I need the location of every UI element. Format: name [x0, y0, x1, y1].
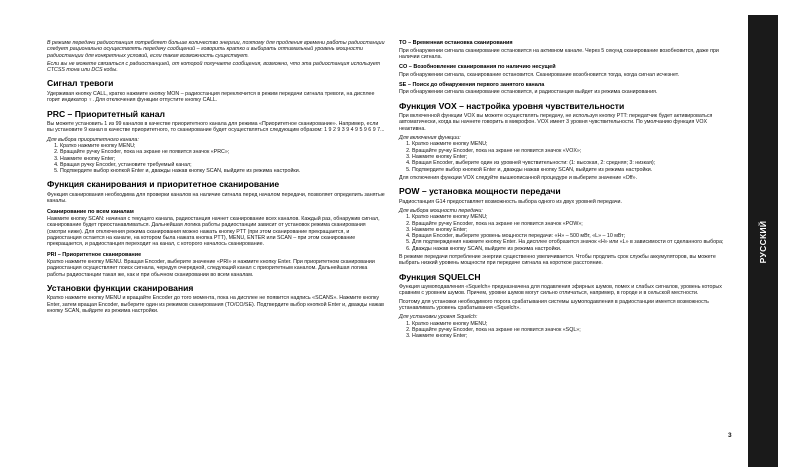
prc-text: Вы можете установить 1 из 99 каналов в качестве приоритетного канала для режима «Приоритетное сканирование». Например, если вы установите 9 канал в качестве приоритетного, то сканирование будет осуществляться следующим образом: 1 9 2 9 3 9 4 9 5 9 6 9 7...	[47, 121, 385, 134]
list-item: 3. Нажмите кнопку Enter;	[412, 333, 733, 339]
alarm-text: Удерживая кнопку CALL, кратко нажмите кнопку MON – радиостанция переключится в режим передачи сигнала тревоги, на дисплее горит индикатор ♀. Для отключения функции отпустите кнопку CALL.	[47, 90, 375, 104]
scan-pri-text: Кратко нажмите кнопку MENU. Вращая Encoder, выберите значение «PRI» и нажмите кнопку Enter. При приоритетном сканировании радиостанция осуществляет поиск сигнала, чередуя очередной, следующий канал с приоритетным каналом. Дальнейшая логика работы радиостанции такая же, как и при обычном сканировании во всем каналам.	[47, 259, 375, 278]
prc-steps	[47, 143, 385, 174]
list-item: 3. Нажмите кнопку Enter;	[412, 154, 733, 160]
scan-settings-text: Кратко нажмите кнопку MENU и вращайте Encoder до того момента, пока на дисплее не появится надпись «SCANS». Нажмите кнопку Enter, затем вращая Encoder, выберите один из режимов сканирования (TO/CO/SE). Подтвердите выбор кнопкой Enter и, дважды нажав кнопку SCAN, выйдите из режима настройки.	[47, 295, 384, 315]
pow-heading: POW – установка мощности передачи	[399, 186, 561, 197]
list-item: 5. Для подтверждения нажмите кнопку Enter. На дисплее отобразится значок «H» или «L» в зависимости от сделанного выбора;	[412, 239, 733, 245]
scan-text: Функция сканирования необходима для проверки каналов на наличие сигнала перед началом передачи, позволяет определить занятые каналы.	[47, 191, 385, 205]
list-item: 1. Кратко нажмите кнопку MENU;	[412, 321, 733, 327]
pow-subheading: Для выбора мощности передачи:	[399, 207, 483, 214]
pow-after-text: В режиме передачи потребление энергии существенно увеличивается. Чтобы продлить срок службы аккумуляторов, вы можете выбрать низкий уровень мощности при передаче сигнала на короткое расстояние.	[399, 254, 716, 267]
squelch-subheading: Для установки уровня Squelch:	[399, 314, 478, 321]
list-item: 4. Вращая Encoder, выберите уровень мощности передачи: «H» – 500 мВт, «L» – 10 мВт;	[412, 233, 733, 239]
to-heading: TO – Временная остановка сканирования	[399, 40, 513, 46]
squelch-text: Функция шумоподавления «Squelch» предназначена для подавления эфирных шумов, помех и слабых сигналов, уровень которых сравним с уровнем шумов. Причем, уровни шумов могут сильно отличаться, например, в городе и в сельской местности.	[399, 284, 722, 297]
squelch-text-2: Поэтому для установки необходимого порога срабатывания системы шумоподавления в радиостанции имеется возможность устанавливать уровень срабатывания «Squelch».	[399, 298, 709, 312]
language-tab-label: РУССКИЙ	[758, 220, 768, 264]
pow-steps	[399, 214, 733, 252]
list-item: 2. Вращайте ручку Encoder, пока на экране не появится значок «POW»;	[412, 221, 733, 227]
page-number: 3	[728, 432, 732, 439]
list-item: 2. Вращайте ручку Encoder, пока на экране не появится значок «PRC»;	[60, 149, 385, 155]
vox-subheading: Для включения функции:	[399, 135, 461, 142]
scan-settings-heading: Установки функции сканирования	[47, 282, 194, 293]
left-column	[47, 40, 385, 316]
scan-all-text: Нажмите кнопку SCAN: начиная с текущего канала, радиостанция начнет сканирование всех каналов. Каждый раз, обнаружив сигнал, сканирование будет приостанавливаться. Дальнейшая логика работы радиостанции зависит от установок режима сканирования (смотри ниже). Для отключения режима сканирования можно нажать кнопку PTT (при этом сканирование прекращается, и радиостанция остается на канале, на котором была нажата кнопка PTT), MENU, ENTER или SCAN – при этом сканирование прекращается, и радиостанция переходит на канал, с которого началось сканирование.	[47, 216, 380, 248]
right-column	[399, 40, 733, 342]
alarm-heading: Сигнал тревоги	[47, 78, 114, 89]
prc-heading: PRC – Приоритетный канал	[47, 108, 165, 119]
vox-after-text: Для отключения функции VOX следуйте вышеописанной процедуре и выберите значение «Off».	[399, 174, 638, 181]
list-item: 6. Дважды нажав кнопку SCAN, выйдите из режима настройки.	[412, 246, 733, 252]
list-item: 1. Кратко нажмите кнопку MENU;	[412, 214, 733, 220]
vox-text: При включенной функции VOX вы можете осуществлять передачу, не используя кнопку PTT: передатчик будет активироваться автоматически, когда вы начнете говорить в микрофон. VOX имеет 3 уровня чувствительности. По умолчанию функция VOX неактивна.	[399, 113, 713, 132]
prc-subheading: Для выбора приоритетного канала:	[47, 136, 139, 143]
co-text: При обнаружении сигнала, сканирование остановится. Сканирование возобновится тогда, когда сигнал исчезнет.	[399, 71, 680, 78]
list-item: 2. Вращайте ручку Encoder, пока на экране не появится значок «VOX»;	[412, 148, 733, 154]
se-text: При обнаружении сигнала сканирование остановится, и радиостанция выйдет из режима сканирования.	[399, 89, 658, 96]
intro-paragraph-1: В режиме передачи радиостанция потребляет больше количество энергии, поэтому для продления времени работы радиостанции следует рационально осуществлять передачу сообщений – говорить кратко и выбирать оптимальный уровень мощности радиостанции для конкретных условий, если такая возможность существует.	[47, 40, 385, 59]
list-item: 5. Подтвердите выбор кнопкой Enter и, дважды нажав кнопку SCAN, выйдите из режима настройки.	[60, 168, 385, 174]
se-heading: SE – Поиск до обнаружения первого занятого канала	[399, 81, 545, 88]
pow-text: Радиостанция G14 предоставляет возможность выбора одного из двух уровней передачи.	[399, 198, 622, 205]
list-item: 3. Нажмите кнопку Enter;	[60, 156, 385, 162]
list-item: 5. Подтвердите выбор кнопкой Enter и, дважды нажав кнопку SCAN, выйдите из режима настройки.	[412, 167, 733, 173]
list-item: 1. Кратко нажмите кнопку MENU;	[60, 143, 385, 149]
list-item: 3. Нажмите кнопку Enter;	[412, 227, 733, 233]
vox-heading: Функция VOX – настройка уровня чувствительности	[399, 100, 625, 111]
vox-steps	[399, 141, 733, 172]
list-item: 1. Кратко нажмите кнопку MENU;	[412, 141, 733, 147]
to-text: При обнаружении сигнала сканирование остановится на активном канале. Через 5 секунд сканирование возобновится, даже при наличии сигнала.	[399, 47, 719, 60]
co-heading: CO – Возобновление сканирования по наличию несущей	[399, 64, 556, 71]
scan-pri-heading: PRI – Приоритетное сканирование	[47, 251, 142, 258]
scan-heading: Функция сканирования и приоритетное сканирование	[47, 179, 280, 190]
list-item: 4. Вращая Encoder, выберите один из уровней чувствительности: (1: высокая, 2: средняя; 3: низкая);	[412, 160, 733, 166]
squelch-steps	[399, 321, 733, 340]
squelch-heading: Функция SQUELCH	[399, 271, 481, 282]
list-item: 4. Вращая ручку Encoder, установите требуемый канал;	[60, 162, 385, 168]
scan-all-heading: Сканирование по всем каналам	[47, 208, 134, 215]
intro-paragraph-2: Если вы не можете связаться с радиостанцией, от которой получаете сообщения, возможно, что эта радиостанция использует CTCSS тона или DCS коды.	[47, 60, 381, 74]
list-item: 2. Вращайте ручку Encoder, пока на экране не появится значок «SQL»;	[412, 327, 733, 333]
